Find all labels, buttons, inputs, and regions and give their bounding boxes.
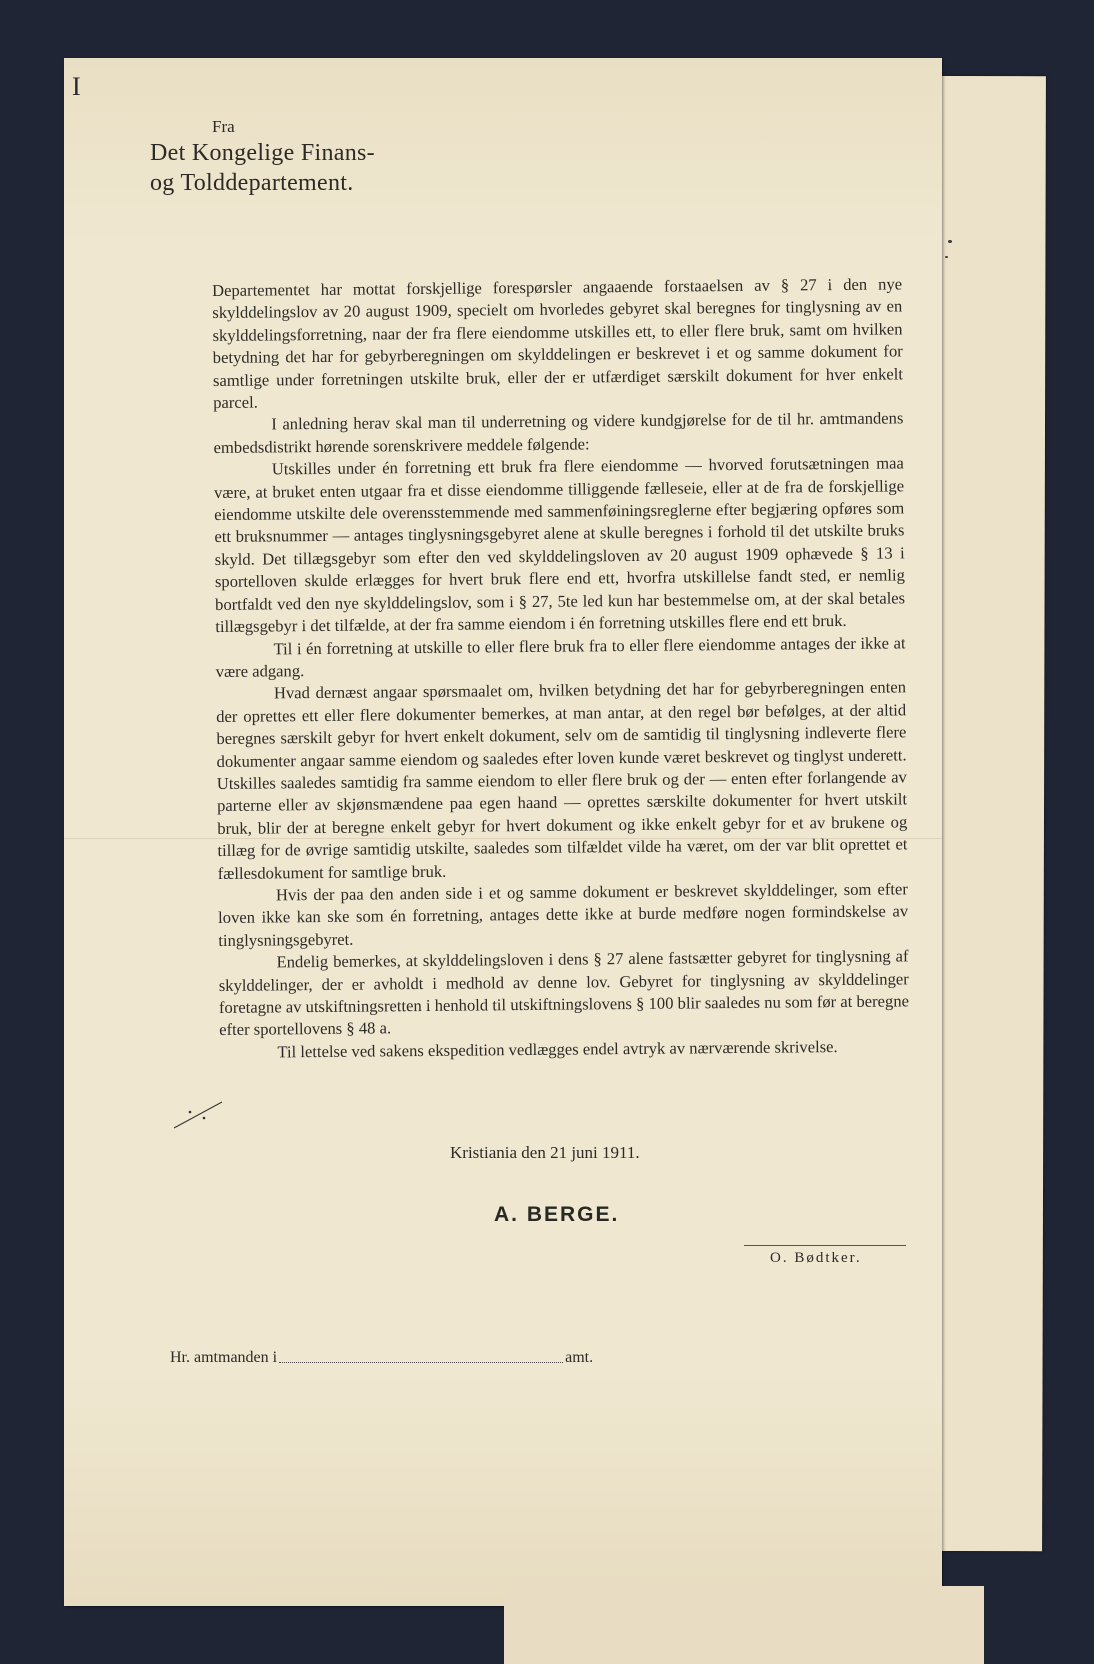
paragraph-1: Departementet har mottat forskjellige forespørsler angaaende forstaaelsen av § 27 i den nye skylddelingslov av 20 august 1909, specielt om hvorledes gebyret skal beregnes for tinglysning av en skylddelingsforretning, naar der fra flere eiendomme utskilles ett, to eller flere bruk, samt om hvilken betydning det har for gebyrberegningen om skylddelingen er beskrevet i et og samme dokument for samtlige under forretningen utskilte bruk, eller der er utfærdiget særskilt dokument for hver enkelt parcel. <box>212 274 904 413</box>
paragraph-5: Hvad dernæst angaar spørsmaalet om, hvilken betydning det har for gebyrberegningen enten der oprettes ett eller flere dokumenter bemerkes, at man antar, at den regel bør befølges, at der altid beregnes særskilt gebyr for hvert enkelt dokument, selv om de samtidig til tinglysning indleverte flere dokumenter angaar samme eiendom og saaledes efter loven kunde været beskrevet og tinglyst underett. Utskilles saaledes samtidig fra samme eiendom to eller flere bruk og der — enten efter forlangende av parterne eller av skjønsmændene paa egen haand — oprettes særskilte dokumenter for hvert utskilt bruk, blir der at beregne enkelt gebyr for hvert dokument og ikke enkelt gebyr for et av brukene og tillæg for de øvrige samtidig utskilte, saaledes som tilfældet vilde ha været, om der var blit oprettet et fællesdokument for samtlige bruk. <box>216 677 908 883</box>
signature-rule <box>744 1245 906 1246</box>
paragraph-8: Til lettelse ved sakens ekspedition vedlægges endel avtryk av nærværende skrivelse. <box>277 1036 838 1062</box>
address-line <box>170 1348 593 1367</box>
address-blank-field <box>279 1348 563 1363</box>
margin-check-mark-icon <box>170 1100 226 1130</box>
department-name-line-1: Det Kongelige Finans- <box>150 140 375 166</box>
address-prefix: Hr. amtmanden i <box>170 1349 278 1366</box>
place-and-date: Kristiania den 21 juni 1911. <box>450 1143 640 1162</box>
corner-mark: I <box>72 72 81 101</box>
paragraph-7: Endelig bemerkes, at skylddelingsloven i dens § 27 alene fastsætter gebyret for tinglysning af skylddelinger, der er avholdt i medhold av denne lov. Gebyret for tinglysning av skylddelinger foretagne av utskiftningsretten i henhold til utskiftningslovens § 100 blir saaledes nu som før at beregne efter sportellovens § 48 a. <box>218 946 910 1040</box>
paragraph-3: Utskilles under én forretning ett bruk fra flere eiendomme — hvorved forutsætningen maa være, at bruket enten utgaar fra et disse eiendomme tilliggende fælleseie, eller at de fra de forskjellige eiendomme utskilte dele overensstemmende med sammenføiningsreglerne efter begjæring opføres som ett bruksnummer — antages tinglysningsgebyret alene at skulle beregnes i forhold til det utskilte bruks skyld. Det tillægsgebyr som efter den ved skylddelingsloven av 20 august 1909 ophævede § 13 i sportelloven skulde erlægges for hvert bruk flere end ett, hvorfra utskillelse fandt sted, er nemlig bortfaldt ved den nye skylddelingslov, som i § 27, 5te led kun har bestemmelse om, at der skal betales tillægsgebyr i det tilfælde, at der fra samme eiendom i én forretning utskilles flere end ett bruk. <box>213 453 906 637</box>
paragraph-6: Hvis der paa den anden side i et og samme dokument er beskrevet skylddelinger, som efter loven ikke kan ske som én forretning, antages dette ikke at burde medføre nogen formindskelse av tinglysningsgebyret. <box>218 879 909 950</box>
sender-header <box>150 116 450 198</box>
department-name-line-2: og Tolddepartement. <box>150 170 354 196</box>
paragraph-2: I anledning herav skal man til underretning og videre kundgjørelse for de til hr. amtmandens embedsdistrikt hørende sorenskrivere meddele følgende: <box>213 408 904 457</box>
folded-paper-edge <box>504 1586 984 1664</box>
ink-speck <box>948 240 952 243</box>
letter-body <box>212 273 909 1064</box>
from-label: Fra <box>212 117 235 136</box>
signature-secondary: O. Bødtker. <box>770 1250 862 1266</box>
ink-speck <box>945 256 948 258</box>
signature-main: A. BERGE. <box>494 1203 620 1226</box>
address-suffix: amt. <box>565 1349 594 1366</box>
paragraph-4: Til i én forretning at utskille to eller flere bruk fra to eller flere eiendomme antages der ikke at være adgang. <box>215 632 906 681</box>
